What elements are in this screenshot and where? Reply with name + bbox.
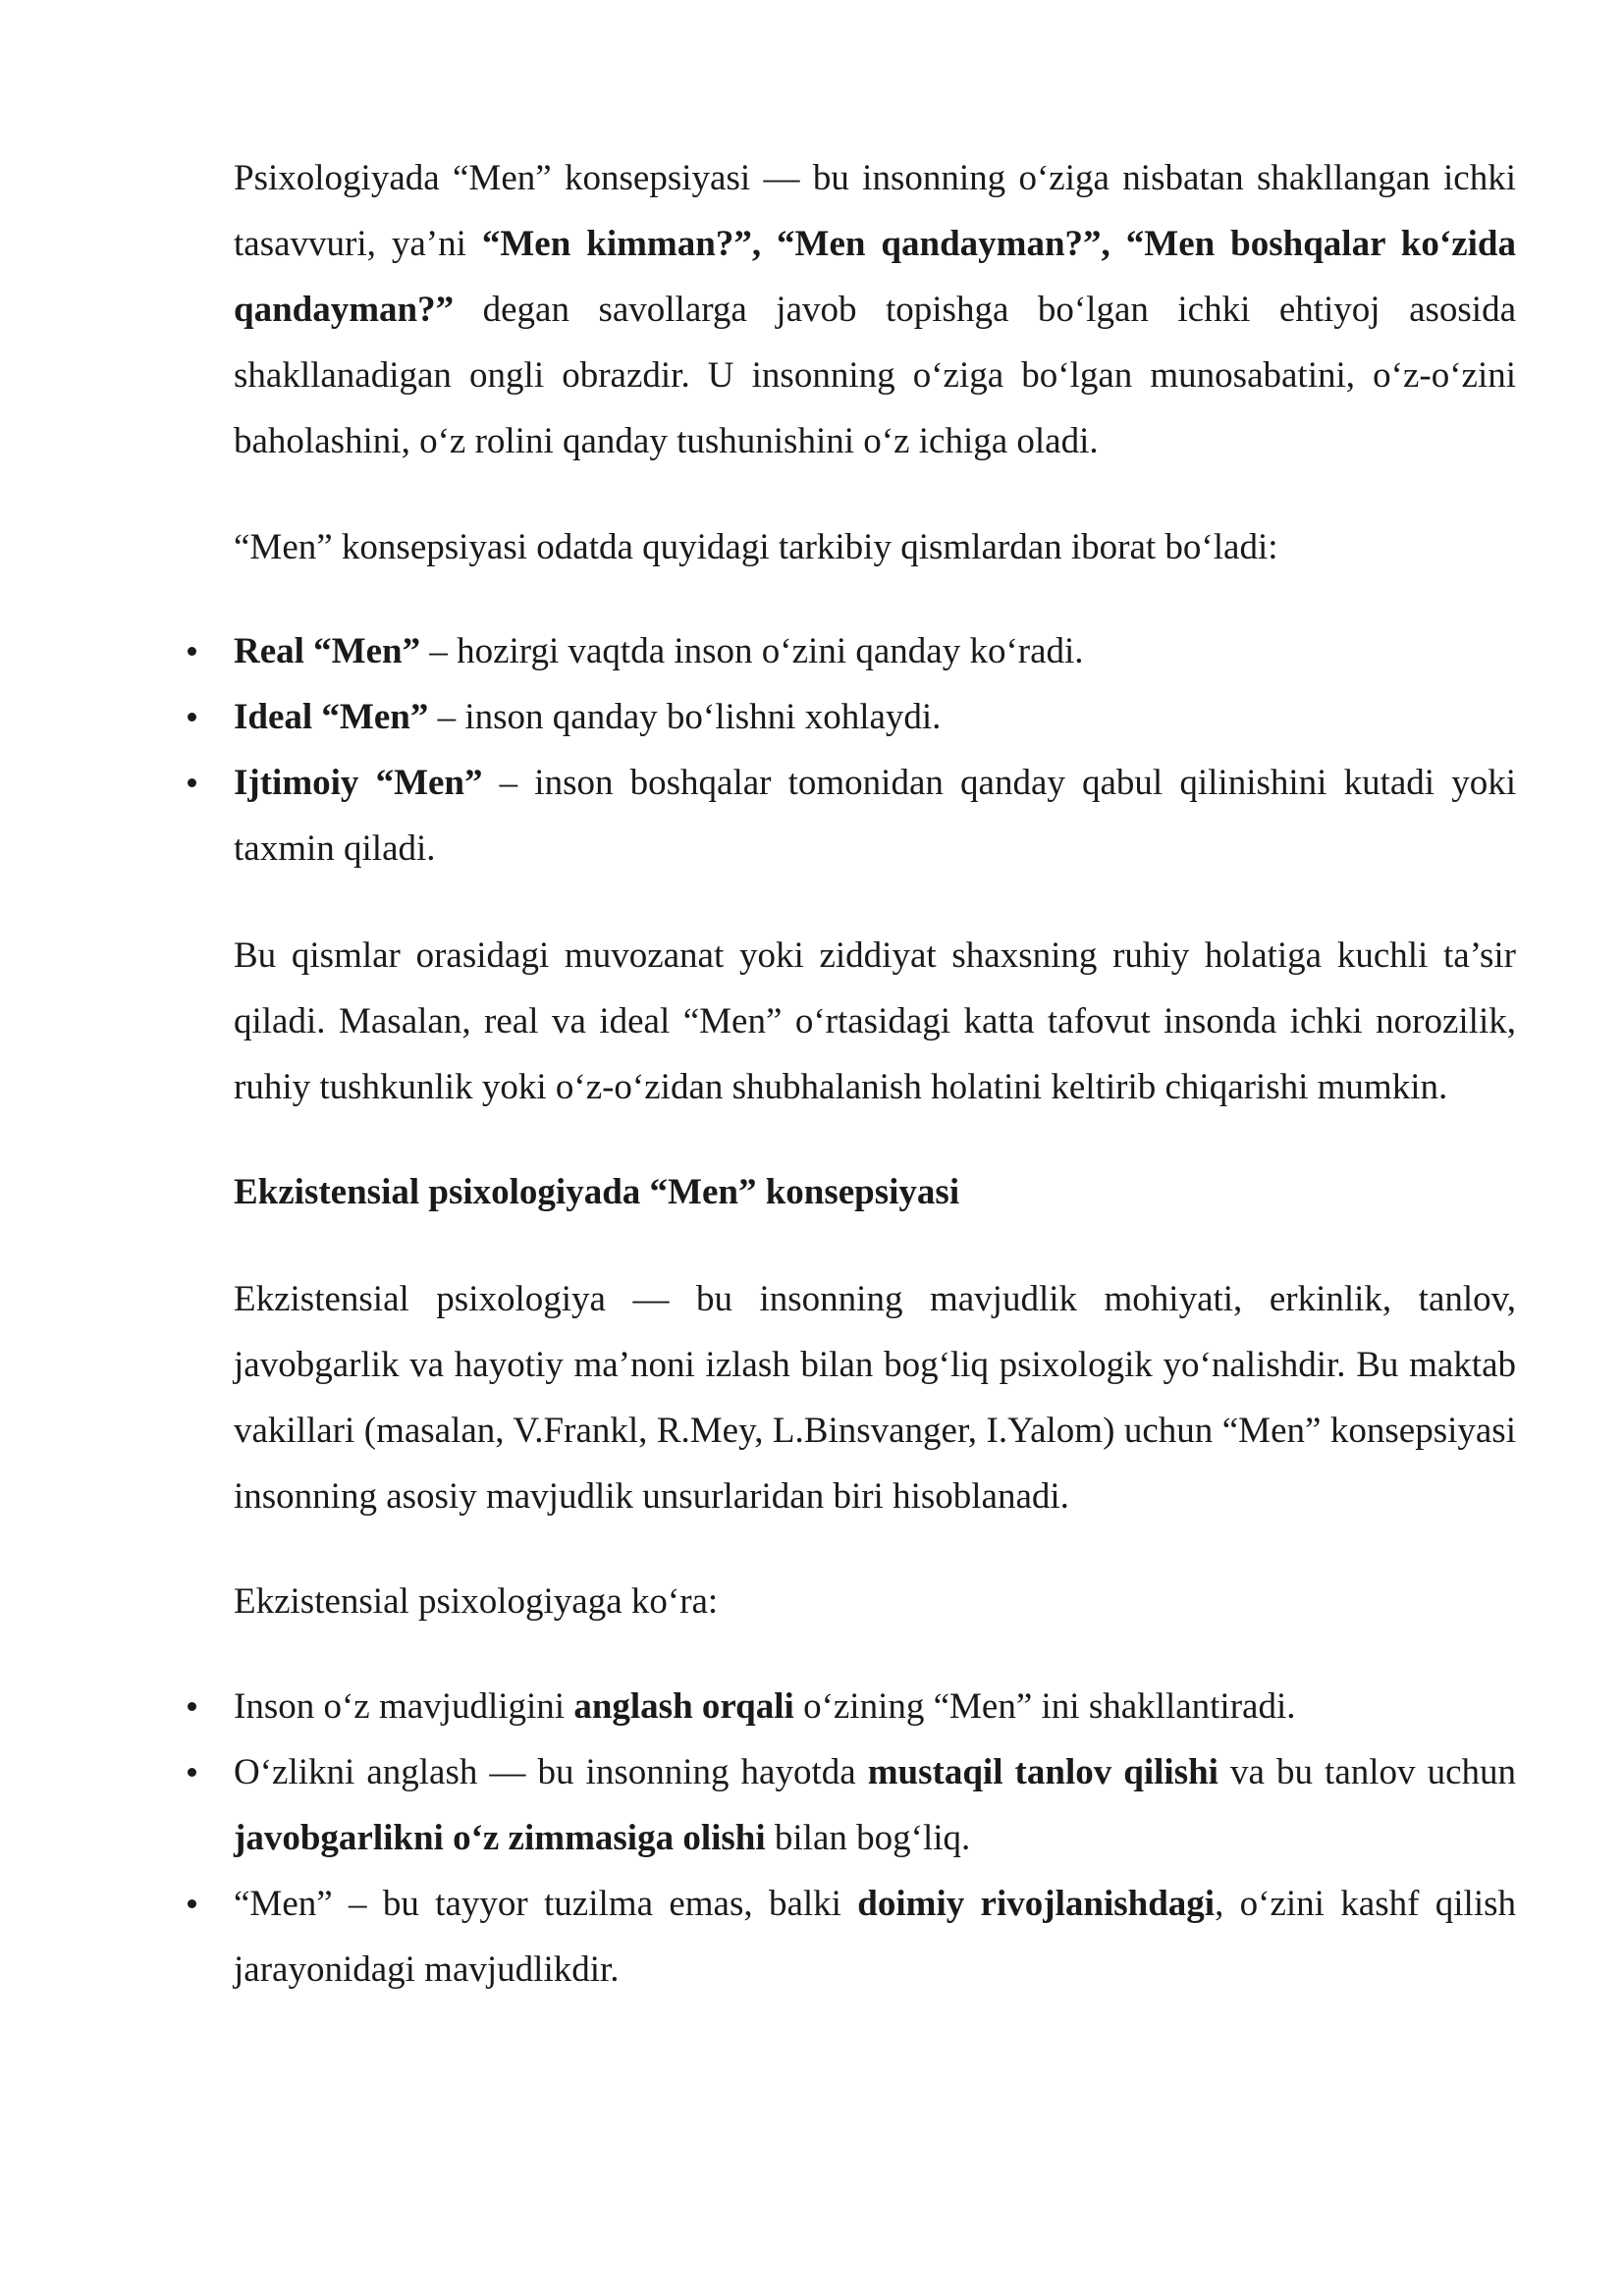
list-item-awareness xyxy=(234,1674,1516,1739)
list-item-emphasis: doimiy rivojlanishdagi xyxy=(857,1884,1216,1924)
list-item-real-self xyxy=(234,618,1516,684)
intro-paragraph xyxy=(234,145,1516,474)
bullet-dot-icon xyxy=(188,713,196,721)
list-item-text: , o‘zini kashf qilish jarayonidagi mavjudlikdir. xyxy=(234,1884,1517,1990)
list-item-choice xyxy=(234,1739,1516,1871)
components-intro: “Men” konsepsiyasi odatda quyidagi tarkibiy qismlardan iborat bo‘ladi: xyxy=(234,527,1278,567)
intro-text-a: Psixologiyada “Men” konsepsiyasi — bu insonning o‘ziga nisbatan shakllangan ichki tasavvuri, ya’ni xyxy=(234,158,1516,264)
list-item-text: “Men” – bu tayyor tuzilma emas, balki xyxy=(234,1884,858,1924)
list-item-text: va bu tanlov uchun xyxy=(1218,1752,1516,1792)
bullet-dot-icon xyxy=(188,647,196,656)
list-item-text: – hozirgi vaqtda inson o‘zini qanday ko‘radi. xyxy=(420,631,1084,671)
list-item-term: Ideal “Men” xyxy=(234,697,429,737)
balance-paragraph: Bu qismlar orasidagi muvozanat yoki ziddiyat shaxsning ruhiy holatiga kuchli ta’sir qiladi. Masalan, real va ideal “Men” o‘rtasidagi katta tafovut insonda ichki norozilik, ruhiy tushkunlik yoki o‘z-o‘zidan shubhalanish holatini keltirib chiqarishi mumkin. xyxy=(234,935,1516,1107)
list-item-social-self xyxy=(234,750,1516,881)
section-heading: Ekzistensial psixologiyada “Men” konsepsiyasi xyxy=(234,1172,960,1212)
existential-paragraph: Ekzistensial psixologiya — bu insonning mavjudlik mohiyati, erkinlik, tanlov, javobgarlik va hayotiy ma’noni izlash bilan bog‘liq psixologik yo‘nalishdir. Bu maktab vakillari (masalan, V.Frankl, R.Mey, L.Binsvanger, I.Yalom) uchun “Men” konsepsiyasi insonning asosiy mavjudlik unsurlaridan biri hisoblanadi. xyxy=(234,1279,1516,1517)
list-item-emphasis: anglash orqali xyxy=(573,1686,794,1727)
intro-text-c: degan savollarga javob topishga bo‘lgan ichki ehtiyoj asosida shakllanadigan ongli obrazdir. U insonning o‘ziga bo‘lgan munosabatini, o‘z-o‘zini baholashini, o‘z rolini qanday tushunishini o‘z ichiga oladi. xyxy=(234,290,1516,461)
list-item-text: bilan bog‘liq. xyxy=(765,1818,971,1858)
list-item-development xyxy=(234,1871,1516,2002)
list-item-term: Real “Men” xyxy=(234,631,421,671)
intro-questions: “Men kimman?”, “Men qandayman?”, “Men boshqalar ko‘zida qandayman?” xyxy=(234,224,1516,330)
bullet-dot-icon xyxy=(188,1899,196,1908)
list-item-text: – inson boshqalar tomonidan qanday qabul qilinishini kutadi yoki taxmin qiladi. xyxy=(234,763,1516,869)
list-item-text: o‘zining “Men” ini shakllantiradi. xyxy=(793,1686,1296,1727)
list-item-emphasis: javobgarlikni o‘z zimmasiga olishi xyxy=(234,1818,766,1858)
list-item-text: O‘zlikni anglash — bu insonning hayotda xyxy=(234,1752,868,1792)
bullet-dot-icon xyxy=(188,1702,196,1711)
list-item-text: – inson qanday bo‘lishni xohlaydi. xyxy=(428,697,942,737)
existential-list-intro: Ekzistensial psixologiyaga ko‘ra: xyxy=(234,1581,719,1622)
list-item-text: Inson o‘z mavjudligini xyxy=(234,1686,574,1727)
bullet-dot-icon xyxy=(188,778,196,787)
list-item-term: Ijtimoiy “Men” xyxy=(234,763,483,803)
bullet-dot-icon xyxy=(188,1768,196,1777)
list-item-emphasis: mustaqil tanlov qilishi xyxy=(867,1752,1218,1792)
list-item-ideal-self xyxy=(234,684,1516,750)
